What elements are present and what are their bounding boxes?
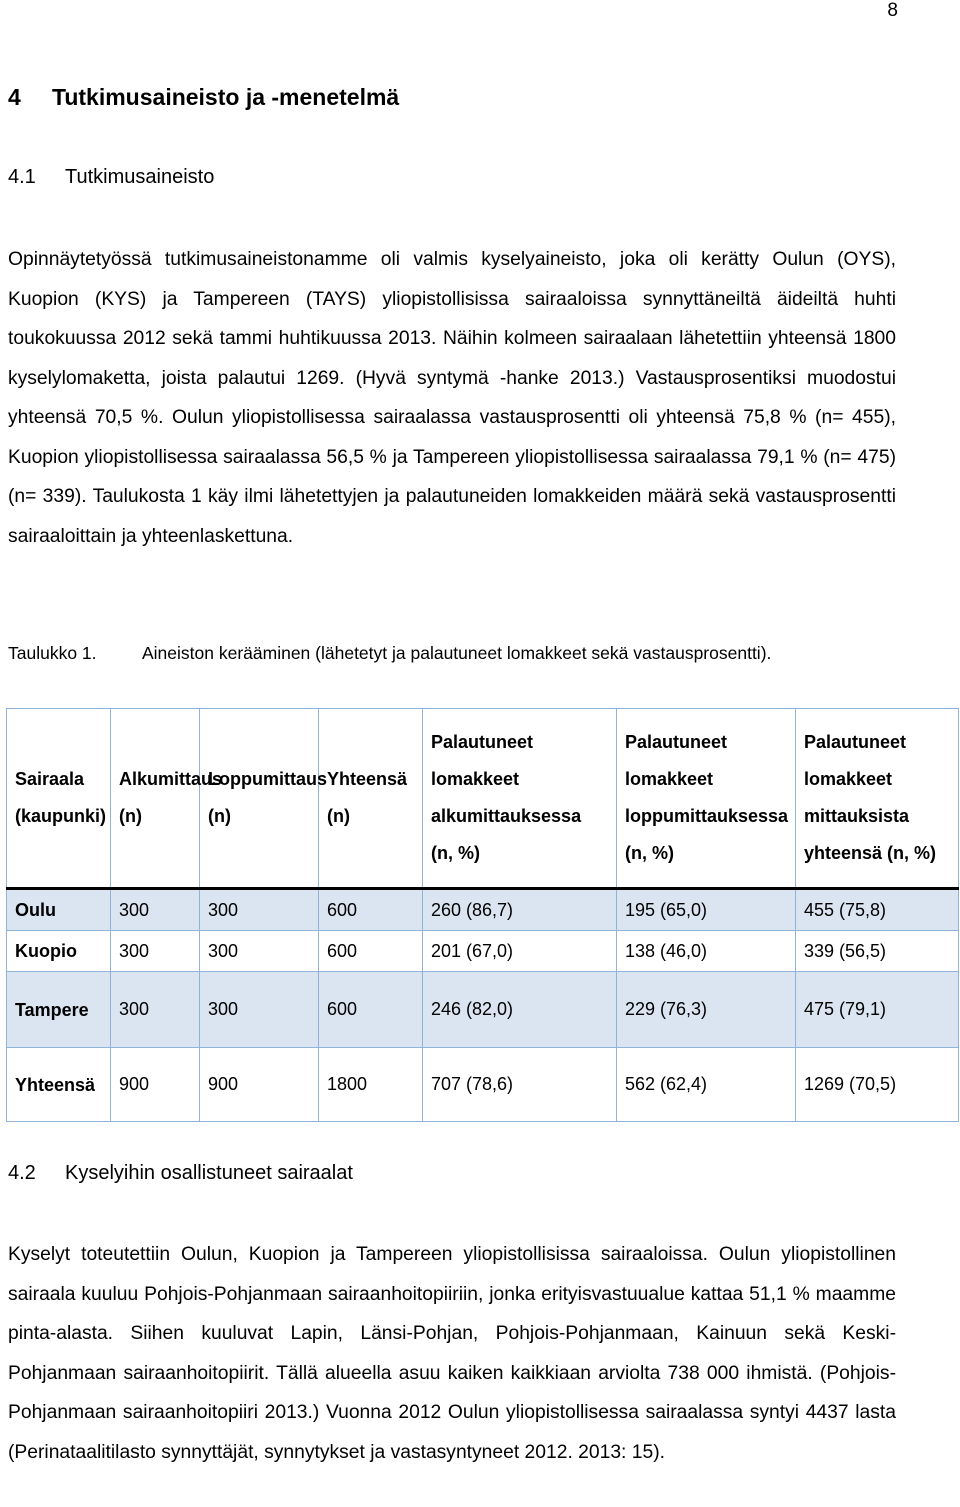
table-caption (8, 643, 771, 664)
table-caption-label: Taulukko 1. (8, 643, 97, 663)
table-cell: 1269 (70,5) (796, 1048, 959, 1122)
table-cell: 600 (319, 931, 423, 972)
paragraph-text: Opinnäytetyössä tutkimusaineistonamme oli valmis kyselyaineisto, joka oli kerätty Oulun (OYS), Kuopion (KYS) ja Tampereen (TAYS) yliopistollisissa sairaaloissa synnyttäneiltä äideiltä huhti toukokuussa 2012 sekä tammi huhtikuussa 2013. Näihin kolmeen sairaalaan lähetettiin yhteensä 1800 kyselylomaketta, joista palautui 1269. (Hyvä syntymä -hanke 2013.) Vastausprosentiksi muodostui yhteensä 70,5 %. Oulun yliopistollisessa sairaalassa vastausprosentti oli yhteensä 75,8 % (n= 455), Kuopion yliopistollisessa sairaalassa 56,5 % ja Tampereen yliopistollisessa sairaalassa 79,1 % (n= 475) (n= 339). Taulukosta 1 käy ilmi lähetettyjen ja palautuneiden lomakkeiden määrä sekä vastausprosentti sairaaloittain ja yhteenlaskettuna. (8, 249, 896, 547)
header-cell: Palautuneet lomakkeet alkumittauksessa (n, %) (423, 709, 617, 889)
table-cell: 300 (200, 931, 319, 972)
table-cell: 455 (75,8) (796, 889, 959, 931)
row-header-cell: Kuopio (7, 931, 111, 972)
subsection-number: 4.2 (8, 1162, 36, 1184)
table-cell: 260 (86,7) (423, 889, 617, 931)
header-cell: Palautuneet lomakkeet mittauksista yhteensä (n, %) (796, 709, 959, 889)
page-number: 8 (887, 0, 898, 21)
data-table (6, 708, 959, 1122)
table-row (7, 1048, 959, 1122)
body-paragraph (8, 240, 896, 556)
table-cell: 195 (65,0) (617, 889, 796, 931)
subsection-heading (8, 1162, 353, 1185)
table-cell: 562 (62,4) (617, 1048, 796, 1122)
table-cell: 229 (76,3) (617, 972, 796, 1048)
table-cell: 600 (319, 972, 423, 1048)
table-cell: 138 (46,0) (617, 931, 796, 972)
table-row (7, 889, 959, 931)
subsection-title: Tutkimusaineisto (65, 166, 215, 188)
row-header-cell: Oulu (7, 889, 111, 931)
table-cell: 900 (111, 1048, 200, 1122)
subsection-number: 4.1 (8, 166, 36, 188)
table-row (7, 972, 959, 1048)
table-cell: 201 (67,0) (423, 931, 617, 972)
table-caption-text: Aineiston kerääminen (lähetetyt ja palautuneet lomakkeet sekä vastausprosentti). (142, 643, 772, 663)
header-cell: Sairaala (kaupunki) (7, 709, 111, 889)
table-cell: 300 (200, 889, 319, 931)
section-heading (8, 84, 399, 111)
paragraph-text: Kyselyt toteutettiin Oulun, Kuopion ja Tampereen yliopistollisissa sairaaloissa. Oulun yliopistollinen sairaala kuuluu Pohjois-Pohjanmaan sairaanhoitopiiriin, jonka erityisvastuualue kattaa 51,1 % maamme pinta-alasta. Siihen kuuluvat Lapin, Länsi-Pohjan, Pohjois-Pohjanmaan, Kainuun sekä Keski-Pohjanmaan sairaanhoitopiirit. Tällä alueella asuu kaiken kaikkiaan arviolta 738 000 ihmistä. (Pohjois-Pohjanmaan sairaanhoitopiiri 2013.) Vuonna 2012 Oulun yliopistollisessa sairaalassa syntyi 4437 lasta (Perinataalitilasto synnyttäjät, synnytykset ja vastasyntyneet 2012. 2013: 15). (8, 1244, 896, 1463)
table-cell: 339 (56,5) (796, 931, 959, 972)
body-paragraph (8, 1235, 896, 1472)
header-cell: Loppumittaus (n) (200, 709, 319, 889)
table-header-row (7, 709, 959, 889)
header-cell: Palautuneet lomakkeet loppumittauksessa (n, %) (617, 709, 796, 889)
section-title: Tutkimusaineisto ja -menetelmä (52, 84, 400, 110)
table-cell: 1800 (319, 1048, 423, 1122)
table-cell: 707 (78,6) (423, 1048, 617, 1122)
header-cell: Yhteensä (n) (319, 709, 423, 889)
row-header-cell: Tampere (7, 972, 111, 1048)
row-header-cell: Yhteensä (7, 1048, 111, 1122)
table-cell: 246 (82,0) (423, 972, 617, 1048)
table-cell: 300 (200, 972, 319, 1048)
table-row (7, 931, 959, 972)
table-cell: 300 (111, 972, 200, 1048)
table-cell: 300 (111, 931, 200, 972)
section-number: 4 (8, 84, 21, 110)
header-cell: Alkumittaus (n) (111, 709, 200, 889)
table-cell: 475 (79,1) (796, 972, 959, 1048)
subsection-heading (8, 166, 214, 189)
table-cell: 300 (111, 889, 200, 931)
subsection-title: Kyselyihin osallistuneet sairaalat (65, 1162, 353, 1184)
table-cell: 600 (319, 889, 423, 931)
table-cell: 900 (200, 1048, 319, 1122)
